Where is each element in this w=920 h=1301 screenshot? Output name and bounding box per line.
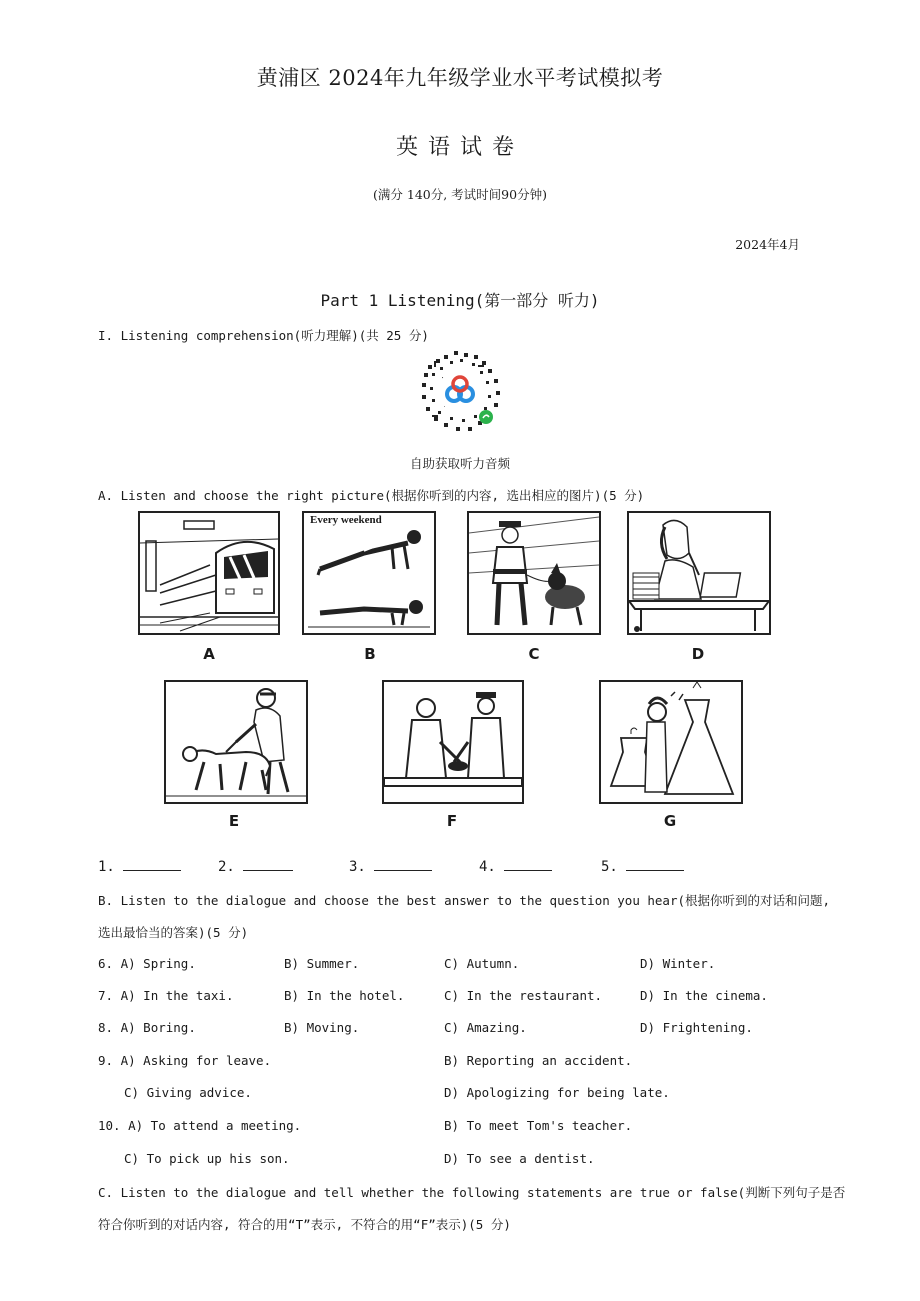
section-b-instruction-line2: 选出最恰当的答案)(5 分)	[98, 925, 249, 940]
answer-blank-1[interactable]: 1.	[98, 858, 181, 875]
question-6-option-c: C) Autumn.	[444, 956, 520, 971]
question-6-option-b: B) Summer.	[284, 956, 360, 971]
picture-label-a: A	[203, 645, 215, 663]
qr-caption: 自助获取听力音频	[409, 456, 510, 471]
section1-heading: I. Listening comprehension(听力理解)(共 25 分)	[98, 328, 429, 343]
question-10-option-d: D) To see a dentist.	[444, 1151, 595, 1166]
exam-date: 2024年4月	[735, 237, 800, 252]
answer-blank-4[interactable]: 4.	[479, 858, 552, 875]
picture-label-c: C	[528, 645, 540, 663]
section-a-instruction: A. Listen and choose the right picture(根据你听到的内容, 选出相应的图片)(5 分)	[98, 488, 645, 503]
question-9-option-b: B) Reporting an accident.	[444, 1053, 633, 1068]
question-8-option-d: D) Frightening.	[640, 1020, 753, 1035]
question-7: 7. A) In the taxi.	[98, 988, 234, 1003]
question-7-option-c: C) In the restaurant.	[444, 988, 603, 1003]
question-9-option-d: D) Apologizing for being late.	[444, 1085, 670, 1100]
picture-label-g: G	[663, 812, 677, 830]
question-9-option-c: C) Giving advice.	[124, 1085, 252, 1100]
part1-heading: Part 1 Listening(第一部分 听力)	[320, 291, 600, 310]
picture-b-pushups	[302, 511, 436, 635]
question-8: 8. A) Boring.	[98, 1020, 196, 1035]
answer-blank-5[interactable]: 5.	[601, 858, 684, 875]
question-6: 6. A) Spring.	[98, 956, 196, 971]
picture-c-police-dog	[467, 511, 601, 635]
question-8-option-b: B) Moving.	[284, 1020, 360, 1035]
qr-code[interactable]	[414, 345, 506, 437]
section-c-instruction-line1: C. Listen to the dialogue and tell whether the following statements are true or false(判断下列句子是否	[98, 1185, 846, 1200]
question-9: 9. A) Asking for leave.	[98, 1053, 272, 1068]
picture-g-dresses	[599, 680, 743, 804]
exam-title: 黄浦区 2024年九年级学业水平考试模拟考	[256, 66, 664, 90]
section-b-instruction-line1: B. Listen to the dialogue and choose the best answer to the question you hear(根据你听到的对话和问题,	[98, 893, 831, 908]
question-7-option-b: B) In the hotel.	[284, 988, 405, 1003]
question-10: 10. A) To attend a meeting.	[98, 1118, 302, 1133]
exam-note: (满分 140分, 考试时间90分钟)	[373, 187, 547, 202]
exam-subtitle: 英语试卷	[395, 135, 524, 160]
answer-blank-3[interactable]: 3.	[349, 858, 432, 875]
picture-e-guide-dog	[164, 680, 308, 804]
picture-label-e: E	[228, 812, 240, 830]
question-8-option-c: C) Amazing.	[444, 1020, 527, 1035]
question-7-option-d: D) In the cinema.	[640, 988, 768, 1003]
picture-label-d: D	[691, 645, 705, 663]
picture-label-b: B	[364, 645, 376, 663]
question-6-option-d: D) Winter.	[640, 956, 716, 971]
picture-d-tired-woman	[627, 511, 771, 635]
question-10-option-b: B) To meet Tom's teacher.	[444, 1118, 633, 1133]
picture-f-customs-officer	[382, 680, 524, 804]
answer-blank-2[interactable]: 2.	[218, 858, 293, 875]
picture-b-caption: Every weekend	[310, 514, 382, 526]
section-c-instruction-line2: 符合你听到的对话内容, 符合的用“T”表示, 不符合的用“F”表示)(5 分)	[98, 1217, 511, 1232]
picture-a-subway	[138, 511, 280, 635]
question-10-option-c: C) To pick up his son.	[124, 1151, 290, 1166]
picture-label-f: F	[446, 812, 458, 830]
